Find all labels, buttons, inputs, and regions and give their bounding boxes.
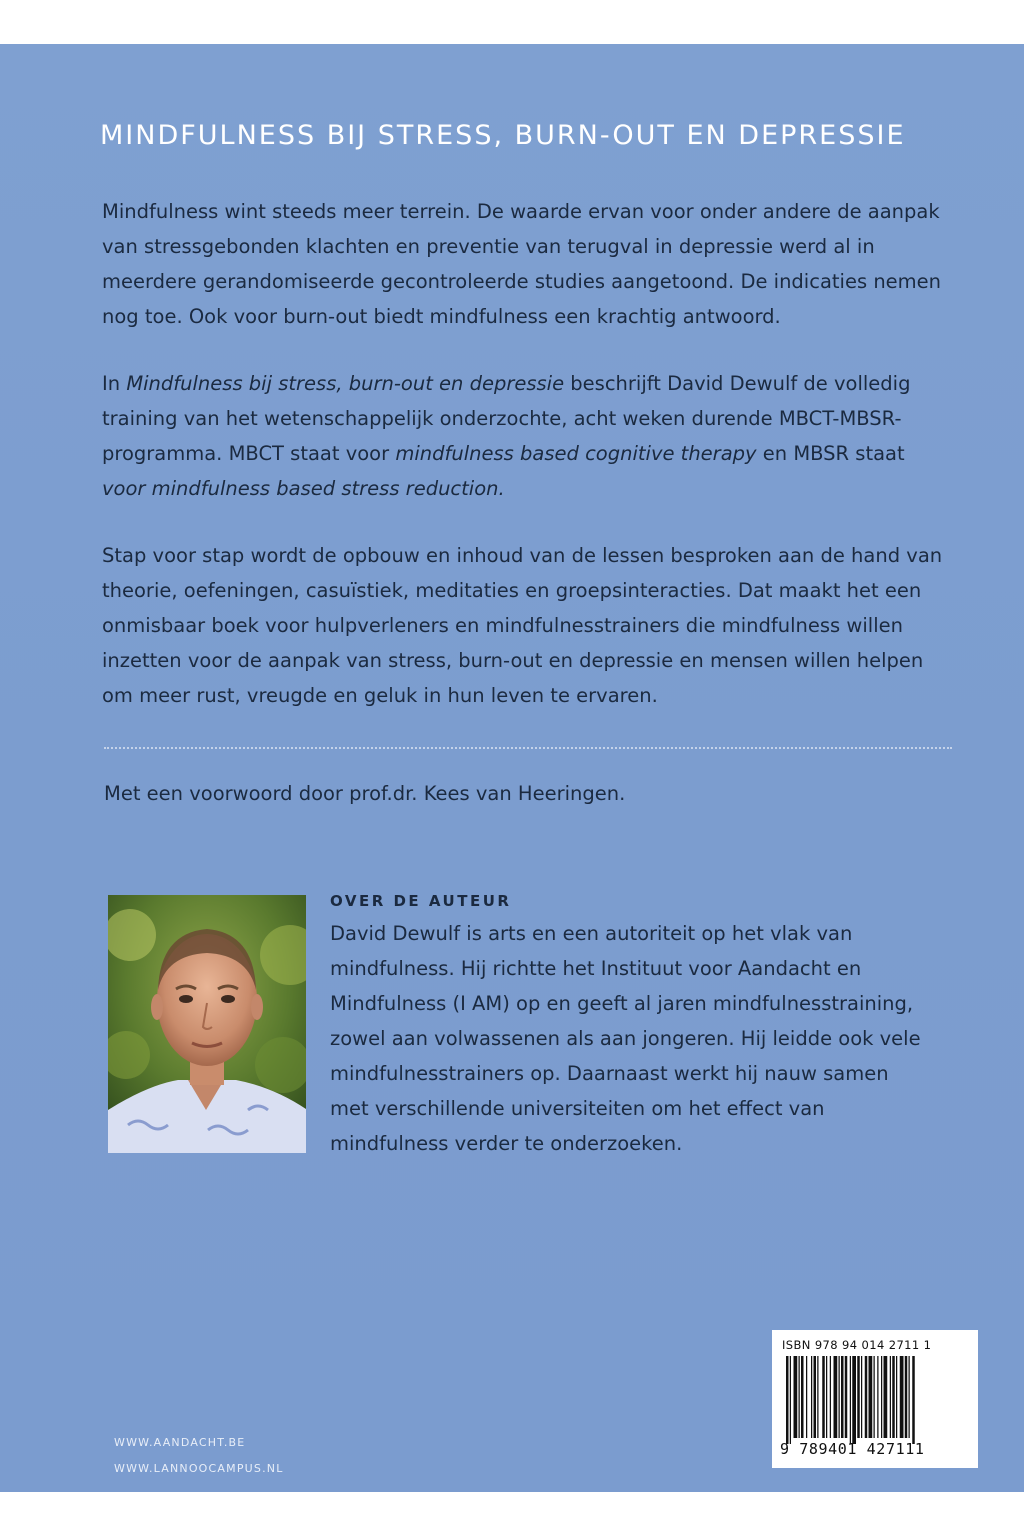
barcode-bar [900, 1356, 904, 1438]
barcode-bar [912, 1356, 915, 1444]
foreword-line: Met een voorwoord door prof.dr. Kees van Heeringen. [104, 782, 626, 805]
description-text-3: en MBSR staat [756, 442, 905, 465]
barcode-bar [826, 1356, 827, 1438]
mbsr-full-name: voor mindfulness based stress reduction. [102, 477, 505, 500]
barcode-bar [865, 1356, 868, 1438]
barcode-bar [896, 1356, 897, 1438]
book-title: MINDFULNESS BIJ STRESS, BURN-OUT EN DEPRESSIE [100, 120, 906, 151]
description-text-1: In [102, 372, 127, 395]
barcode-bar [799, 1356, 800, 1438]
barcode-bar [892, 1356, 895, 1438]
isbn-number: ISBN 978 94 014 2711 1 [782, 1338, 932, 1352]
barcode-bar [874, 1356, 875, 1438]
book-title-italic: Mindfulness bij stress, burn-out en depressie [126, 372, 565, 395]
author-photo [108, 895, 306, 1153]
barcode-bar [905, 1356, 908, 1438]
book-back-cover [0, 44, 1024, 1492]
author-portrait-image [108, 895, 306, 1153]
barcode-bar [861, 1356, 862, 1438]
barcode-bar [814, 1356, 817, 1438]
barcode-bar [845, 1356, 848, 1438]
dotted-divider [104, 747, 952, 749]
barcode-bar [801, 1356, 804, 1438]
barcode-bar [857, 1356, 860, 1438]
barcode-bar [852, 1356, 856, 1444]
website-link-lannoocampus[interactable]: WWW.LANNOOCAMPUS.NL [114, 1462, 284, 1475]
description-paragraph [102, 366, 950, 506]
content-paragraph: Stap voor stap wordt de opbouw en inhoud van de lessen besproken aan de hand van theorie, oefeningen, casuïstiek, meditaties en groepsinteracties. Dat maakt het een onmisbaar boek voor hulpverleners en mindfulnesstrainers die mindfulness willen inzetten voor de aanpak van stress, burn-out en depressie en mensen willen helpen om meer rust, vreugde en geluk in hun leven te ervaren. [102, 544, 943, 707]
barcode-bar [811, 1356, 812, 1438]
barcode-bar [830, 1356, 831, 1438]
intro-paragraph: Mindfulness wint steeds meer terrein. De waarde ervan voor onder andere de aanpak van stressgebonden klachten en preventie van terugval in depressie werd al in meerdere gerandomiseerde gecontroleerde studies aangetoond. De indicaties nemen nog toe. Ook voor burn-out biedt mindfulness een krachtig antwoord. [102, 200, 942, 328]
isbn-barcode [772, 1330, 978, 1468]
barcode-bar [790, 1356, 791, 1444]
mbct-full-name: mindfulness based cognitive therapy [395, 442, 757, 465]
description-text-2: beschrijft David Dewulf de volledig training van het wetenschappelijk onderzochte, acht weken durende MBCT-MBSR-programma. MBCT staat voor [102, 372, 911, 465]
barcode-bar [877, 1356, 878, 1438]
barcode-bar [890, 1356, 891, 1438]
website-link-aandacht[interactable]: WWW.AANDACHT.BE [114, 1436, 246, 1449]
barcode-bar [817, 1356, 818, 1438]
barcode-bar [786, 1356, 789, 1444]
barcode-bar [794, 1356, 798, 1438]
barcode-bar [850, 1356, 851, 1444]
barcode-bar [839, 1356, 840, 1438]
about-author-text: David Dewulf is arts en een autoriteit op het vlak van mindfulness. Hij richtte het Instituut voor Aandacht en Mindfulness (I AM) op en geeft al jaren mindfulnesstraining, zowel aan volwassenen als aan jongeren. Hij leidde ook vele mindfulnesstrainers op. Daarnaast werkt hij nauw samen met verschillende universiteiten om het effect van mindfulness verder te onderzoeken. [330, 922, 921, 1155]
barcode-bar [884, 1356, 888, 1438]
barcode-bar [881, 1356, 882, 1438]
barcode-digits: 9 789401 427111 [780, 1440, 925, 1458]
about-author-heading: OVER DE AUTEUR [330, 892, 512, 910]
barcode-bar [841, 1356, 844, 1438]
barcode-bar [822, 1356, 825, 1438]
barcode-bar [834, 1356, 838, 1438]
barcode-bar [869, 1356, 873, 1438]
barcode-bar [909, 1356, 910, 1438]
barcode-bar [806, 1356, 807, 1438]
